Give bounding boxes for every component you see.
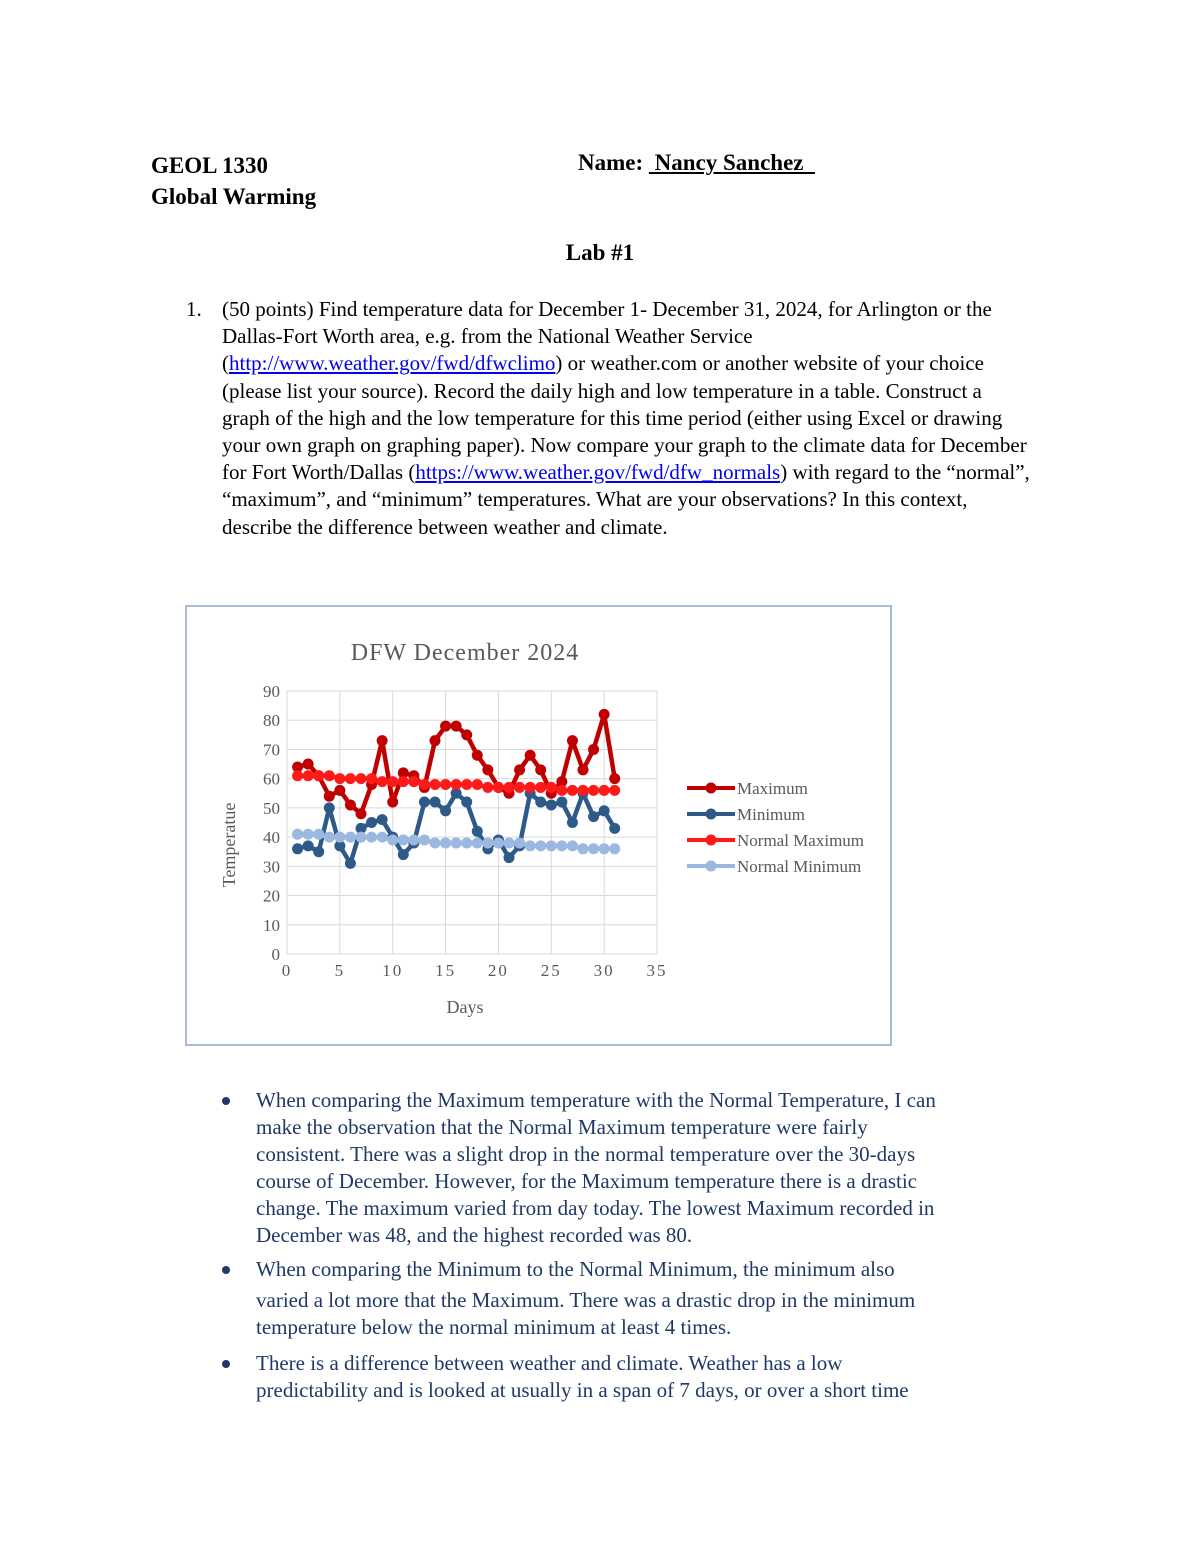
data-point-maximum [440, 721, 451, 732]
data-point-normal-minimum [398, 835, 409, 846]
data-point-maximum [578, 764, 589, 775]
data-point-maximum [525, 750, 536, 761]
data-point-normal-maximum [567, 785, 578, 796]
data-point-normal-minimum [461, 837, 472, 848]
data-point-maximum [514, 764, 525, 775]
bullet-line: course of December. However, for the Maximum temperature there is a drastic [256, 1169, 917, 1193]
bullet-line: When comparing the Minimum to the Normal Minimum, the minimum also [256, 1257, 895, 1281]
bullet-line: consistent. There was a slight drop in the normal temperature over the 30-days [256, 1142, 916, 1166]
data-point-minimum [535, 797, 546, 808]
data-point-normal-minimum [525, 840, 536, 851]
data-point-normal-maximum [440, 779, 451, 790]
data-point-maximum [567, 735, 578, 746]
data-point-normal-maximum [398, 776, 409, 787]
data-point-maximum [609, 773, 620, 784]
data-point-normal-maximum [472, 779, 483, 790]
y-tick-label: 70 [263, 740, 280, 760]
chart-frame [185, 605, 892, 1046]
data-point-maximum [377, 735, 388, 746]
series-maximum [292, 709, 620, 819]
data-point-normal-maximum [334, 773, 345, 784]
data-point-normal-maximum [546, 782, 557, 793]
data-point-minimum [472, 826, 483, 837]
data-point-normal-minimum [345, 832, 356, 843]
x-tick-label: 15 [435, 961, 457, 980]
data-point-normal-minimum [599, 843, 610, 854]
chart-title: DFW December 2024 [350, 640, 580, 666]
x-tick-label: 5 [334, 961, 346, 980]
data-point-normal-minimum [334, 832, 345, 843]
x-tick-label: 35 [646, 961, 668, 980]
data-point-normal-minimum [588, 843, 599, 854]
data-point-normal-minimum [377, 832, 388, 843]
legend-label: Normal Maximum [737, 831, 865, 850]
data-point-normal-minimum [440, 837, 451, 848]
legend-label: Minimum [737, 805, 806, 824]
y-tick-label: 90 [263, 682, 280, 701]
data-point-normal-minimum [556, 840, 567, 851]
data-point-minimum [398, 849, 409, 860]
course-header [151, 150, 316, 212]
data-point-normal-maximum [493, 782, 504, 793]
legend-swatch-marker [706, 809, 717, 820]
data-point-normal-maximum [556, 785, 567, 796]
question-text-part-2: ) or weather.com or another website of your choice (please list your source). Record the daily high and low temperature in a table. Construct a graph of the high and the low temperature for this time period (either using Excel or drawing your own graph on graphing paper). Now compare your graph to the climate data for December for Fort Worth/Dallas ( [222, 351, 1027, 485]
data-point-maximum [303, 759, 314, 770]
data-point-normal-maximum [514, 782, 525, 793]
data-point-minimum [292, 843, 303, 854]
question-text [222, 296, 1032, 541]
data-point-minimum [419, 797, 430, 808]
lab-title: Lab #1 [565, 240, 635, 265]
data-point-normal-maximum [345, 773, 356, 784]
x-axis-label: Days [446, 997, 484, 1017]
data-point-normal-minimum [366, 832, 377, 843]
data-point-normal-minimum [356, 832, 367, 843]
legend-item-normal-minimum [687, 857, 861, 876]
data-point-normal-minimum [313, 829, 324, 840]
legend-item-maximum [687, 779, 808, 798]
data-point-minimum [609, 823, 620, 834]
legend-label: Maximum [737, 779, 808, 798]
data-point-normal-maximum [430, 779, 441, 790]
data-point-normal-maximum [588, 785, 599, 796]
data-point-maximum [482, 764, 493, 775]
data-point-normal-minimum [493, 837, 504, 848]
data-point-normal-minimum [387, 835, 398, 846]
data-point-normal-minimum [303, 829, 314, 840]
bullet-text [256, 1256, 1036, 1341]
data-point-normal-maximum [578, 785, 589, 796]
bullet-line: varied a lot more that the Maximum. There was a drastic drop in the minimum [256, 1288, 916, 1312]
bullet-dot-icon [222, 1360, 230, 1368]
data-point-normal-maximum [408, 776, 419, 787]
legend-swatch-marker [706, 783, 717, 794]
data-point-normal-maximum [504, 782, 515, 793]
data-point-normal-minimum [419, 835, 430, 846]
y-tick-label: 30 [263, 857, 280, 877]
y-axis-label: Temperatue [219, 802, 239, 888]
x-tick-label: 0 [281, 961, 293, 980]
legend-item-minimum [687, 805, 805, 824]
data-point-normal-maximum [525, 782, 536, 793]
data-point-normal-maximum [482, 782, 493, 793]
data-point-normal-minimum [609, 843, 620, 854]
x-tick-label: 25 [540, 961, 562, 980]
data-point-maximum [324, 791, 335, 802]
data-point-maximum [535, 764, 546, 775]
data-point-minimum [324, 802, 335, 813]
legend-swatch-marker [706, 861, 717, 872]
y-tick-label: 20 [263, 886, 280, 906]
data-point-minimum [546, 799, 557, 810]
data-point-normal-maximum [377, 776, 388, 787]
bullet-dot-icon [222, 1266, 230, 1274]
x-tick-label: 30 [593, 961, 615, 980]
bullet-line: There is a difference between weather and climate. Weather has a low [256, 1351, 843, 1375]
series-minimum [292, 788, 620, 869]
chart-series [292, 709, 620, 869]
data-point-normal-minimum [535, 840, 546, 851]
data-point-maximum [387, 797, 398, 808]
data-point-normal-minimum [514, 837, 525, 848]
data-point-normal-maximum [292, 770, 303, 781]
data-point-minimum [313, 846, 324, 857]
data-point-maximum [356, 808, 367, 819]
y-tick-label: 40 [263, 828, 280, 848]
data-point-normal-maximum [451, 779, 462, 790]
data-point-normal-minimum [472, 837, 483, 848]
data-point-minimum [430, 797, 441, 808]
y-tick-label: 0 [271, 945, 280, 964]
data-point-minimum [599, 805, 610, 816]
data-point-minimum [588, 811, 599, 822]
legend-swatch-marker [706, 835, 717, 846]
bullet-line: change. The maximum varied from day today. The lowest Maximum recorded in [256, 1196, 935, 1220]
data-point-normal-maximum [324, 770, 335, 781]
data-point-normal-minimum [578, 843, 589, 854]
course-code: GEOL 1330 [151, 153, 268, 178]
data-point-minimum [345, 858, 356, 869]
bullet-dot-icon [222, 1097, 230, 1105]
data-point-normal-maximum [419, 779, 430, 790]
weather-climo-link[interactable]: http://www.weather.gov/fwd/dfwclimo [229, 351, 556, 376]
data-point-minimum [377, 814, 388, 825]
data-point-normal-maximum [609, 785, 620, 796]
bullet-text [256, 1350, 1036, 1404]
data-point-minimum [303, 840, 314, 851]
data-point-normal-minimum [408, 835, 419, 846]
data-point-normal-minimum [451, 837, 462, 848]
question-text-part-1: (50 points) Find temperature data for December 1- December 31, 2024, for Arlington or the Dallas-Fort Worth area, e.g. from the National Weather Service ( [222, 297, 992, 376]
data-point-normal-maximum [461, 779, 472, 790]
temperature-chart [187, 607, 890, 1044]
data-point-minimum [567, 817, 578, 828]
data-point-normal-minimum [292, 829, 303, 840]
data-point-normal-maximum [366, 773, 377, 784]
data-point-maximum [461, 729, 472, 740]
data-point-normal-minimum [546, 840, 557, 851]
data-point-minimum [461, 797, 472, 808]
data-point-normal-minimum [430, 837, 441, 848]
y-tick-label: 60 [263, 769, 280, 789]
data-point-maximum [588, 744, 599, 755]
bullet-line: predictability and is looked at usually in a span of 7 days, or over a short time [256, 1378, 909, 1402]
chart-legend [687, 779, 864, 876]
data-point-maximum [599, 709, 610, 720]
data-point-minimum [440, 805, 451, 816]
data-point-maximum [334, 785, 345, 796]
legend-item-normal-maximum [687, 831, 864, 850]
y-tick-label: 50 [263, 798, 280, 818]
weather-normals-link[interactable]: https://www.weather.gov/fwd/dfw_normals [415, 460, 781, 485]
x-tick-label: 10 [382, 961, 404, 980]
data-point-minimum [366, 817, 377, 828]
data-point-normal-minimum [567, 840, 578, 851]
bullet-line: December was 48, and the highest recorded was 80. [256, 1223, 693, 1247]
x-tick-label: 20 [487, 961, 509, 980]
bullet-line: make the observation that the Normal Maximum temperature were fairly [256, 1115, 868, 1139]
data-point-normal-minimum [482, 837, 493, 848]
data-point-maximum [345, 799, 356, 810]
data-point-normal-maximum [599, 785, 610, 796]
data-point-maximum [430, 735, 441, 746]
data-point-normal-maximum [313, 770, 324, 781]
y-tick-label: 10 [263, 915, 280, 935]
course-subtitle: Global Warming [151, 184, 317, 209]
data-point-minimum [556, 797, 567, 808]
data-point-normal-maximum [535, 782, 546, 793]
data-point-minimum [504, 852, 515, 863]
student-name [578, 150, 815, 176]
data-point-maximum [451, 721, 462, 732]
y-tick-label: 80 [263, 711, 280, 731]
data-point-normal-maximum [303, 770, 314, 781]
bullet-line: When comparing the Maximum temperature with the Normal Temperature, I can [256, 1088, 936, 1112]
data-point-normal-maximum [387, 776, 398, 787]
data-point-normal-minimum [504, 837, 515, 848]
name-value: Nancy Sanchez [648, 150, 816, 175]
name-label: Name: [578, 150, 644, 175]
data-point-normal-maximum [356, 773, 367, 784]
bullet-line: temperature below the normal minimum at least 4 times. [256, 1315, 732, 1339]
legend-label: Normal Minimum [737, 857, 862, 876]
data-point-normal-minimum [324, 832, 335, 843]
bullet-text [256, 1087, 1036, 1249]
data-point-maximum [472, 750, 483, 761]
question-number: 1. [186, 297, 202, 321]
question-text-part-3: ) with regard to the “normal”, “maximum”, and “minimum” temperatures. What are your observations? In this context, describe the difference between weather and climate. [222, 460, 1030, 539]
